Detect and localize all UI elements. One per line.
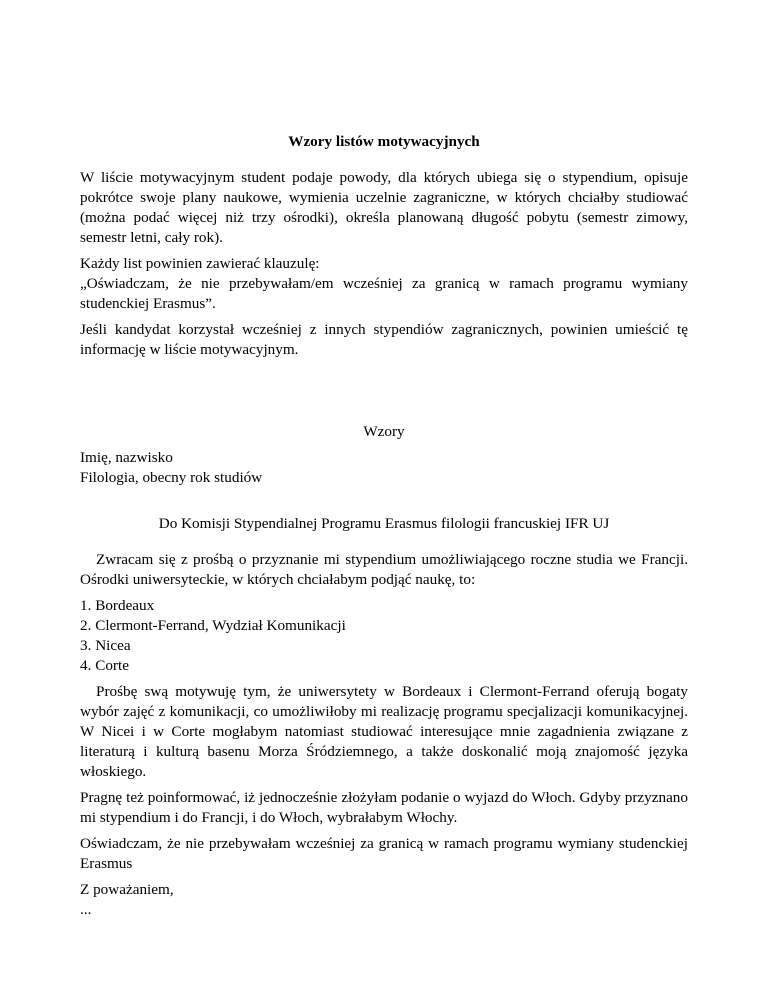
university-list xyxy=(80,596,688,676)
list-item: 2. Clermont-Ferrand, Wydział Komunikacji xyxy=(80,617,346,634)
info-paragraph: Pragnę też poinformować, iż jednocześnie złożyłam podanie o wyjazd do Włoch. Gdyby przyznano mi stypendium i do Francji, i do Włoch, wybrałabym Włochy. xyxy=(80,789,688,826)
signature: ... xyxy=(80,901,92,918)
list-item: 3. Nicea xyxy=(80,637,131,654)
clause-intro: Każdy list powinien zawierać klauzulę: xyxy=(80,255,320,272)
addressee: Do Komisji Stypendialnej Programu Erasmus filologii francuskiej IFR UJ xyxy=(158,515,610,532)
motivation-paragraph: Prośbę swą motywuję tym, że uniwersytety w Bordeaux i Clermont-Ferrand oferują bogaty wybór zajęć z komunikacji, co umożliwiłoby mi realizację programu specjalizacji komunikacyjnej. W Nicei i w Corte mogłabym natomiast studiować interesujące mnie zagadnienia związane z literaturą i kulturą basenu Morza Śródziemnego, a także doskonalić moją znajomość języka włoskiego. xyxy=(80,683,688,780)
closing: Z poważaniem, xyxy=(80,881,174,898)
list-item: 1. Bordeaux xyxy=(80,597,155,614)
intro-paragraph: W liście motywacyjnym student podaje powody, dla których ubiega się o stypendium, opisuje pokrótce swoje plany naukowe, wymienia uczelnie zagraniczne, w których chciałby studiować (można podać więcej niż trzy ośrodki), określa planowaną długość pobytu (semestr zimowy, semestr letni, cały rok). xyxy=(80,169,688,246)
samples-heading: Wzory xyxy=(363,423,405,440)
declaration-paragraph: Oświadczam, że nie przebywałam wcześniej za granicą w ramach programu wymiany studenckiej Erasmus xyxy=(80,835,688,872)
request-paragraph: Zwracam się z prośbą o przyznanie mi stypendium umożliwiającego roczne studia we Francji. Ośrodki uniwersyteckie, w których chciałabym podjąć naukę, to: xyxy=(80,551,688,588)
document-title: Wzory listów motywacyjnych xyxy=(288,133,480,150)
clause-text: „Oświadczam, że nie przebywałam/em wcześniej za granicą w ramach programu wymiany studenckiej Erasmus”. xyxy=(80,275,688,312)
list-item: 4. Corte xyxy=(80,657,129,674)
sender-name: Imię, nazwisko xyxy=(80,449,173,466)
sender-program: Filologia, obecny rok studiów xyxy=(80,469,263,486)
other-scholarships-paragraph: Jeśli kandydat korzystał wcześniej z innych stypendiów zagranicznych, powinien umieścić tę informację w liście motywacyjnym. xyxy=(80,321,688,358)
